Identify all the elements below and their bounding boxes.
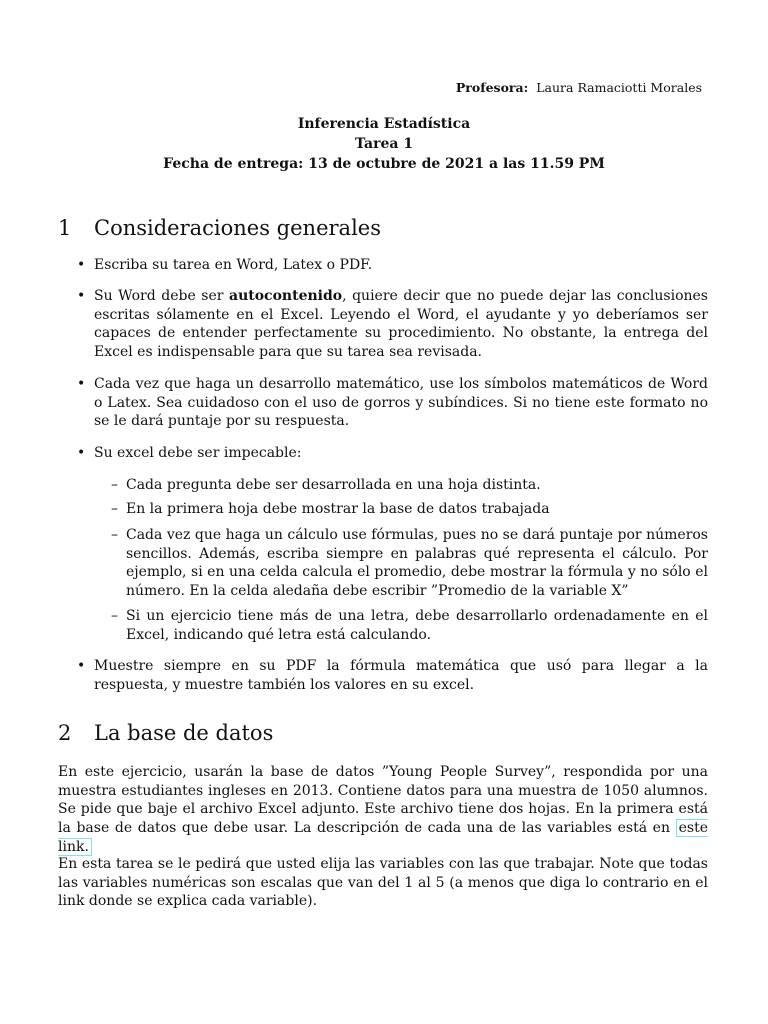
bullet-icon: • xyxy=(77,376,86,392)
este-link[interactable]: este link. xyxy=(58,820,708,855)
bullet-icon: • xyxy=(77,445,86,461)
dash-icon: – xyxy=(111,608,118,624)
section-1-bullet-3 xyxy=(58,375,708,431)
section-2 xyxy=(58,721,708,745)
paragraph: En este ejercicio, usarán la base de datos ”Young People Survey”, respondida por una muestra estudiantes ingleses en 2013. Contiene datos para una muestra de 1050 alumnos. Se pide que baje el archivo Excel adjunto. Este archivo tiene dos hojas. En la primera está la base de datos que debe usar. La descripción de cada una de las variables está en este link. xyxy=(58,764,708,855)
professor-line xyxy=(456,80,702,95)
sublist-container xyxy=(58,526,708,601)
list-item: • Su Word debe ser autocontenido, quiere decir que no puede dejar las conclusiones escritas sólamente en el Excel. Leyendo el Word, el ayudante y yo deberíamos ser capaces de entender perfectamente su procedimiento. No obstante, la entrega del Excel es indispensable para que su tarea sea revisada. xyxy=(77,288,708,361)
list-item: – En la primera hoja debe mostrar la base de datos trabajada xyxy=(111,501,550,517)
dash-icon: – xyxy=(111,527,118,543)
list-item: • Su excel debe ser impecable: xyxy=(77,445,302,461)
professor-name: Laura Ramaciotti Morales xyxy=(536,80,702,95)
section-2-paragraph-1 xyxy=(58,763,708,857)
paragraph: En esta tarea se le pedirá que usted elija las variables con las que trabajar. Note que todas las variables numéricas son escalas que van del 1 al 5 (a menos que diga lo contrario en el link donde se explica cada variable). xyxy=(58,856,708,910)
course-title: Inferencia Estadística xyxy=(297,116,471,132)
section-2-paragraph-2 xyxy=(58,855,708,911)
section-1-sub-3 xyxy=(58,526,708,601)
section-1-bullets xyxy=(58,256,708,275)
section-1-bullet-2 xyxy=(58,287,708,362)
bullet-icon: • xyxy=(77,257,86,273)
bullet-icon: • xyxy=(77,288,86,304)
section-1 xyxy=(58,216,708,240)
list-item: • Muestre siempre en su PDF la fórmula matemática que usó para llegar a la respuesta, y muestre también los valores en su excel. xyxy=(77,658,708,693)
title-block xyxy=(0,114,768,174)
section-1-number: 1 xyxy=(58,216,72,240)
section-1-title: Consideraciones generales xyxy=(94,216,381,240)
section-1-bullet-5 xyxy=(58,657,708,694)
assignment-title: Tarea 1 xyxy=(354,136,414,152)
list-item: – Cada pregunta debe ser desarrollada en una hoja distinta. xyxy=(111,477,541,493)
section-1-sublist xyxy=(58,476,708,495)
list-item: – Cada vez que haga un cálculo use fórmulas, pues no se dará puntaje por números sencillos. Además, escriba siempre en palabras qué representa el cálculo. Por ejemplo, si en una celda calcula el promedio, debe mostrar la fórmula y no sólo el número. En la celda aledaña debe escribir ”Promedio de la variable X” xyxy=(111,527,708,600)
section-1-bullet-4 xyxy=(58,444,708,463)
section-1-heading xyxy=(58,216,708,240)
due-date: Fecha de entrega: 13 de octubre de 2021 a las 11.59 PM xyxy=(163,156,605,172)
bold-term: autocontenido xyxy=(229,288,343,304)
section-2-number: 2 xyxy=(58,721,72,745)
section-1-sub-2 xyxy=(58,500,708,519)
dash-icon: – xyxy=(111,501,118,517)
list-item: • Cada vez que haga un desarrollo matemático, use los símbolos matemáticos de Word o Latex. Sea cuidadoso con el uso de gorros y subíndices. Si no tiene este formato no se le dará puntaje por su respuesta. xyxy=(77,376,708,430)
section-2-title: La base de datos xyxy=(94,721,274,745)
sublist-container xyxy=(58,476,708,495)
professor-label: Profesora: xyxy=(455,80,529,95)
list-item: – Si un ejercicio tiene más de una letra, debe desarrollarlo ordenadamente en el Excel, indicando qué letra está calculando. xyxy=(111,608,708,643)
sublist-container xyxy=(58,607,708,644)
dash-icon: – xyxy=(111,477,118,493)
sublist-container xyxy=(58,500,708,519)
section-1-sub-4 xyxy=(58,607,708,644)
list-item: • Escriba su tarea en Word, Latex o PDF. xyxy=(77,257,373,273)
section-2-heading xyxy=(58,721,708,745)
bullet-icon: • xyxy=(77,658,86,674)
